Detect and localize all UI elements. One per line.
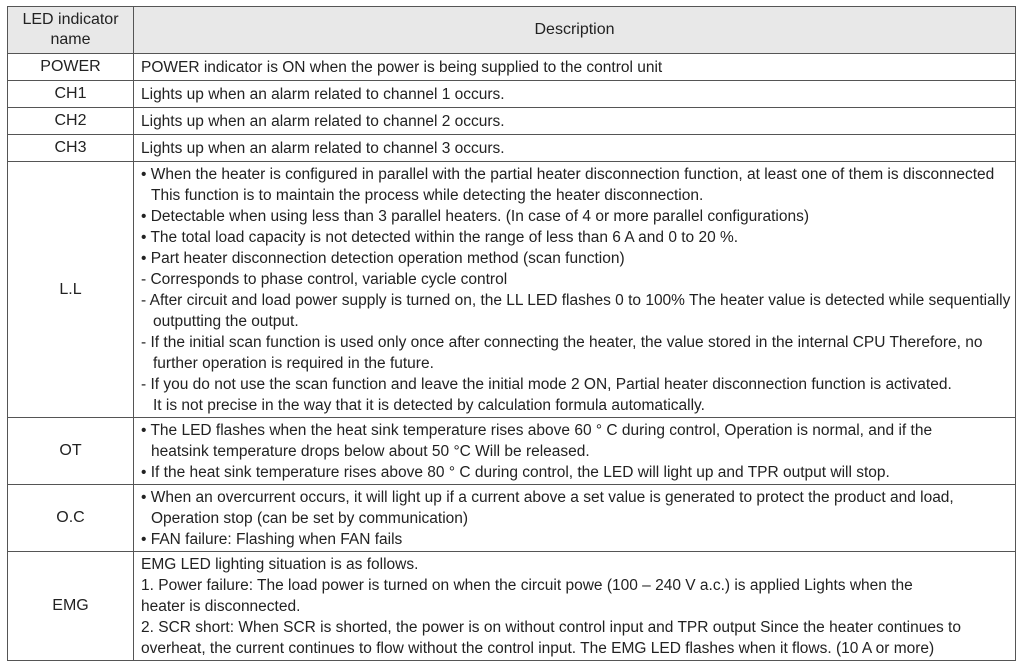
table-row-ch2: [8, 108, 1016, 135]
led-description: [134, 135, 1016, 162]
desc-line: It is not precise in the way that it is detected by calculation formula automatically.: [153, 397, 705, 414]
header-row: [8, 7, 1016, 54]
led-description: [134, 485, 1016, 552]
desc-line: - Corresponds to phase control, variable cycle control: [141, 271, 508, 288]
table-row-ll: [8, 162, 1016, 418]
led-description: [134, 162, 1016, 418]
desc-line: Lights up when an alarm related to channel 3 occurs.: [141, 139, 505, 157]
led-name: O.C: [8, 485, 134, 552]
desc-line: Lights up when an alarm related to channel 2 occurs.: [141, 112, 505, 130]
desc-line: - If you do not use the scan function and leave the initial mode 2 ON, Partial heater disconnection function is activated.: [141, 376, 952, 393]
desc-line: further operation is required in the future.: [153, 355, 434, 372]
desc-line: Operation stop (can be set by communication): [151, 510, 469, 527]
table-row-oc: [8, 485, 1016, 552]
desc-line: This function is to maintain the process while detecting the heater disconnection.: [151, 187, 704, 204]
header-name: LED indicator name: [8, 7, 134, 54]
desc-line: EMG LED lighting situation is as follows.: [141, 556, 419, 573]
led-name: CH3: [8, 135, 134, 162]
table-row-ch1: [8, 81, 1016, 108]
led-indicator-table: [7, 6, 1016, 661]
led-description: [134, 418, 1016, 485]
led-description: [134, 81, 1016, 108]
desc-line: POWER indicator is ON when the power is being supplied to the control unit: [141, 58, 663, 76]
desc-line: Lights up when an alarm related to channel 1 occurs.: [141, 85, 505, 103]
led-name: OT: [8, 418, 134, 485]
desc-line: - After circuit and load power supply is turned on, the LL LED flashes 0 to 100% The heater value is detected while sequentially: [141, 292, 1011, 309]
desc-line: heater is disconnected.: [141, 598, 301, 615]
desc-line: • FAN failure: Flashing when FAN fails: [141, 531, 403, 548]
led-name: CH2: [8, 108, 134, 135]
desc-line: • The total load capacity is not detected within the range of less than 6 A and 0 to 20 %.: [141, 229, 739, 246]
desc-line: 2. SCR short: When SCR is shorted, the power is on without control input and TPR output Since the heater continues to: [141, 619, 961, 636]
led-description: [134, 552, 1016, 661]
desc-line: outputting the output.: [153, 313, 299, 330]
led-name: L.L: [8, 162, 134, 418]
table-row-emg: [8, 552, 1016, 661]
desc-line: • If the heat sink temperature rises above 80 ° C during control, the LED will light up and TPR output will stop.: [141, 464, 890, 481]
desc-line: • Detectable when using less than 3 parallel heaters. (In case of 4 or more parallel configurations): [141, 208, 809, 225]
led-description: [134, 54, 1016, 81]
desc-line: • Part heater disconnection detection operation method (scan function): [141, 250, 625, 267]
table-row-ch3: [8, 135, 1016, 162]
desc-line: heatsink temperature drops below about 50 °C Will be released.: [151, 443, 590, 460]
header-description: Description: [134, 7, 1016, 54]
led-description: [134, 108, 1016, 135]
table-row-power: [8, 54, 1016, 81]
desc-line: • The LED flashes when the heat sink temperature rises above 60 ° C during control, Operation is normal, and if the: [141, 422, 933, 439]
led-name: POWER: [8, 54, 134, 81]
led-name: CH1: [8, 81, 134, 108]
led-name: EMG: [8, 552, 134, 661]
desc-line: overheat, the current continues to flow without the control input. The EMG LED flashes when it flows. (10 A or more): [141, 640, 935, 657]
desc-line: 1. Power failure: The load power is turned on when the circuit powe (100 – 240 V a.c.) is applied Lights when the: [141, 577, 913, 594]
table-row-ot: [8, 418, 1016, 485]
desc-line: • When an overcurrent occurs, it will light up if a current above a set value is generated to protect the product and load,: [141, 489, 954, 506]
desc-line: - If the initial scan function is used only once after connecting the heater, the value stored in the internal CPU Therefore, no: [141, 334, 983, 351]
desc-line: • When the heater is configured in parallel with the partial heater disconnection function, at least one of them is disconnected: [141, 166, 995, 183]
